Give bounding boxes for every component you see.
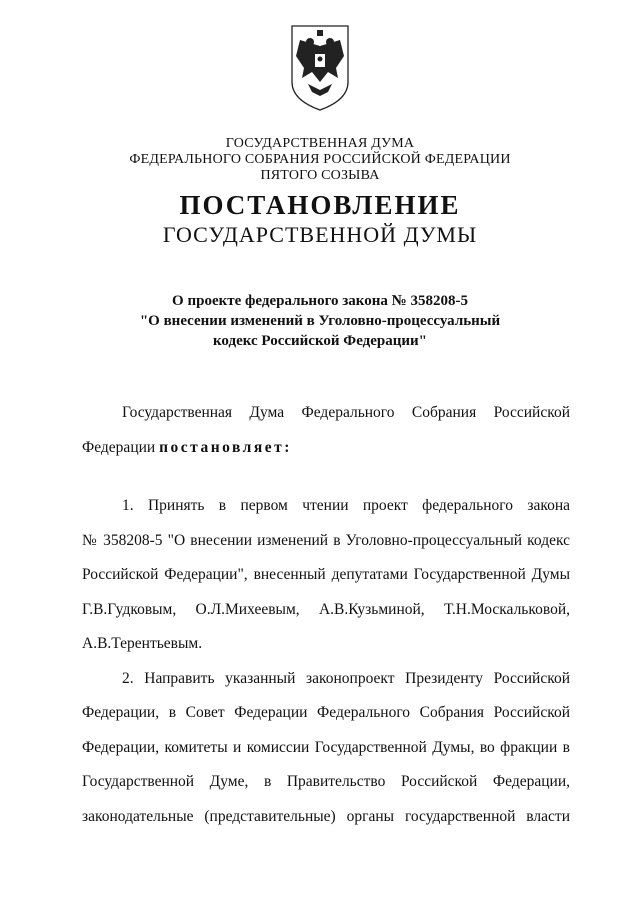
item1-line-2: № 358208-5 "О внесении изменений в Уголовно-процессуальный кодекс [82,531,570,549]
header-line-3: ПЯТОГО СОЗЫВА [260,168,380,183]
item1-line-3: Российской Федерации", внесенный депутатами Государственной Думы [82,566,570,583]
item1-line-5: А.В.Терентьевым. [82,635,203,652]
subject-line-2: "О внесении изменений в Уголовно-процессуальный [139,313,501,329]
item2-line-3: Федерации, комитеты и комиссии Государственной Думы, во фракции в [82,738,570,756]
document-body [82,396,570,834]
item2-line-5: законодательные (представительные) органы государственной власти [82,807,570,825]
document-subject [0,291,640,351]
item2-line-1: 2. Направить указанный законопроект Президенту Российской [122,669,570,687]
header-line-2: ФЕДЕРАЛЬНОГО СОБРАНИЯ РОССИЙСКОЙ ФЕДЕРАЦИИ [129,152,511,167]
document-title: ПОСТАНОВЛЕНИЕ [179,190,461,220]
item1-line-4: Г.В.Гудковым, О.Л.Михеевым, А.В.Кузьминой, Т.Н.Москальковой, [82,600,570,618]
preamble-line-1: Государственная Дума Федерального Собрания Российской [122,404,570,421]
header-line-1: ГОСУДАРСТВЕННАЯ ДУМА [225,136,415,151]
coat-of-arms-emblem [288,22,352,112]
preamble-text: Федерации [82,438,156,456]
item1-line-1: 1. Принять в первом чтении проект федерального закона [122,497,570,514]
document-subtitle: ГОСУДАРСТВЕННОЙ ДУМЫ [162,222,478,247]
decree-keyword: постановляет: [159,438,292,456]
item2-line-2: Федерации, в Совет Федерации Федерального Собрания Российской [82,704,570,721]
preamble-line-2 [82,431,570,466]
header [0,136,640,184]
item2-line-4: Государственной Думе, в Правительство Российской Федерации, [82,773,570,790]
subject-line-3: кодекс Российской Федерации" [212,333,427,349]
subject-line-1: О проекте федерального закона № 358208-5 [172,293,468,309]
